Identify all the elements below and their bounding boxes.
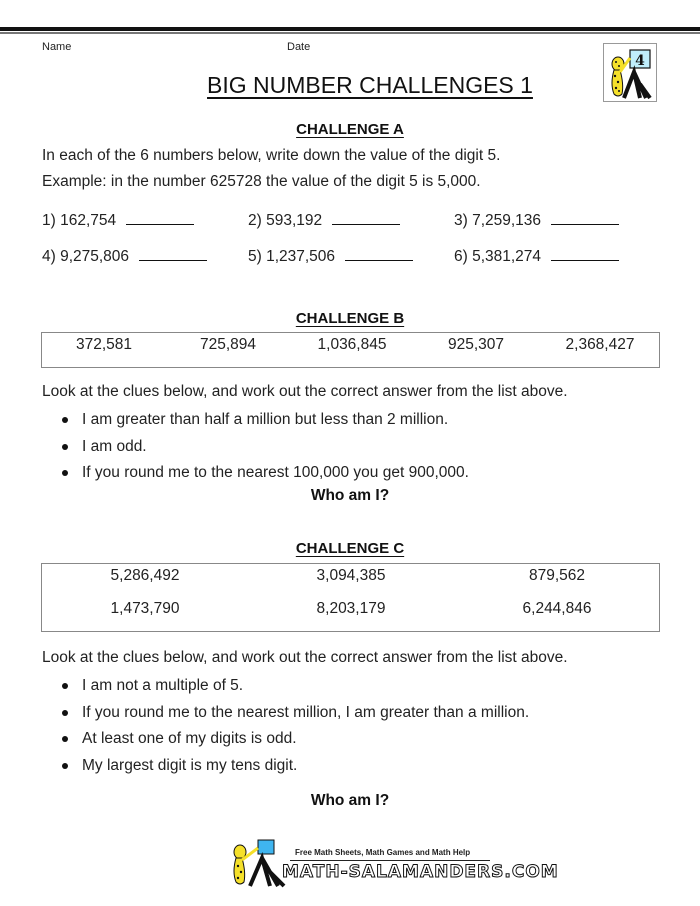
name-label: Name	[42, 41, 72, 53]
number-option: 725,894	[199, 336, 257, 353]
number-option: 372,581	[75, 336, 133, 353]
date-label: Date	[287, 41, 311, 53]
number-option: 1,473,790	[110, 600, 180, 617]
clue-item: I am odd.	[60, 436, 469, 463]
footer-divider	[290, 860, 490, 861]
clue-item: I am not a multiple of 5.	[60, 675, 529, 702]
number-option: 5,286,492	[110, 567, 180, 584]
number-option: 879,562	[528, 567, 586, 584]
question-6: 6) 5,381,274	[454, 246, 619, 266]
challenge-b-heading: CHALLENGE B	[295, 310, 405, 327]
challenge-c-number-box	[41, 563, 660, 632]
number-option: 3,094,385	[316, 567, 386, 584]
challenge-b-clues	[60, 409, 469, 489]
question-2: 2) 593,192	[248, 210, 400, 230]
clue-item: If you round me to the nearest 100,000 you get 900,000.	[60, 462, 469, 489]
answer-blank-5[interactable]	[345, 246, 413, 261]
challenge-c-question: Who am I?	[310, 792, 390, 809]
svg-text:4: 4	[635, 53, 645, 69]
challenge-a-example: Example: in the number 625728 the value of the digit 5 is 5,000.	[42, 173, 481, 190]
challenge-b-question: Who am I?	[310, 487, 390, 504]
number-option: 2,368,427	[565, 336, 635, 353]
clue-item: I am greater than half a million but less than 2 million.	[60, 409, 469, 436]
number-option: 6,244,846	[522, 600, 592, 617]
clue-item: At least one of my digits is odd.	[60, 728, 529, 755]
footer-site-link[interactable]: MATH-SALAMANDERS.COM	[282, 862, 559, 882]
answer-blank-4[interactable]	[139, 246, 207, 261]
challenge-c-heading: CHALLENGE C	[295, 540, 405, 557]
clue-item: If you round me to the nearest million, I am greater than a million.	[60, 702, 529, 729]
answer-blank-2[interactable]	[332, 210, 400, 225]
answer-blank-3[interactable]	[551, 210, 619, 225]
page-title: BIG NUMBER CHALLENGES 1	[207, 72, 533, 98]
question-4: 4) 9,275,806	[42, 246, 207, 266]
challenge-b-number-box	[41, 332, 660, 368]
answer-blank-1[interactable]	[126, 210, 194, 225]
challenge-c-clues	[60, 675, 529, 781]
top-rule	[0, 27, 700, 31]
challenge-b-intro: Look at the clues below, and work out the correct answer from the list above.	[42, 383, 568, 400]
answer-blank-6[interactable]	[551, 246, 619, 261]
number-option: 1,036,845	[317, 336, 387, 353]
clue-item: My largest digit is my tens digit.	[60, 755, 529, 782]
challenge-a-instruction: In each of the 6 numbers below, write down the value of the digit 5.	[42, 147, 501, 164]
top-rule-shadow	[0, 32, 700, 34]
number-option: 8,203,179	[316, 600, 386, 617]
question-1: 1) 162,754	[42, 210, 194, 230]
question-3: 3) 7,259,136	[454, 210, 619, 230]
challenge-a-heading: CHALLENGE A	[296, 121, 404, 138]
question-5: 5) 1,237,506	[248, 246, 413, 266]
footer-tagline: Free Math Sheets, Math Games and Math Help	[295, 848, 471, 857]
challenge-c-intro: Look at the clues below, and work out the correct answer from the list above.	[42, 649, 568, 666]
number-option: 925,307	[447, 336, 505, 353]
